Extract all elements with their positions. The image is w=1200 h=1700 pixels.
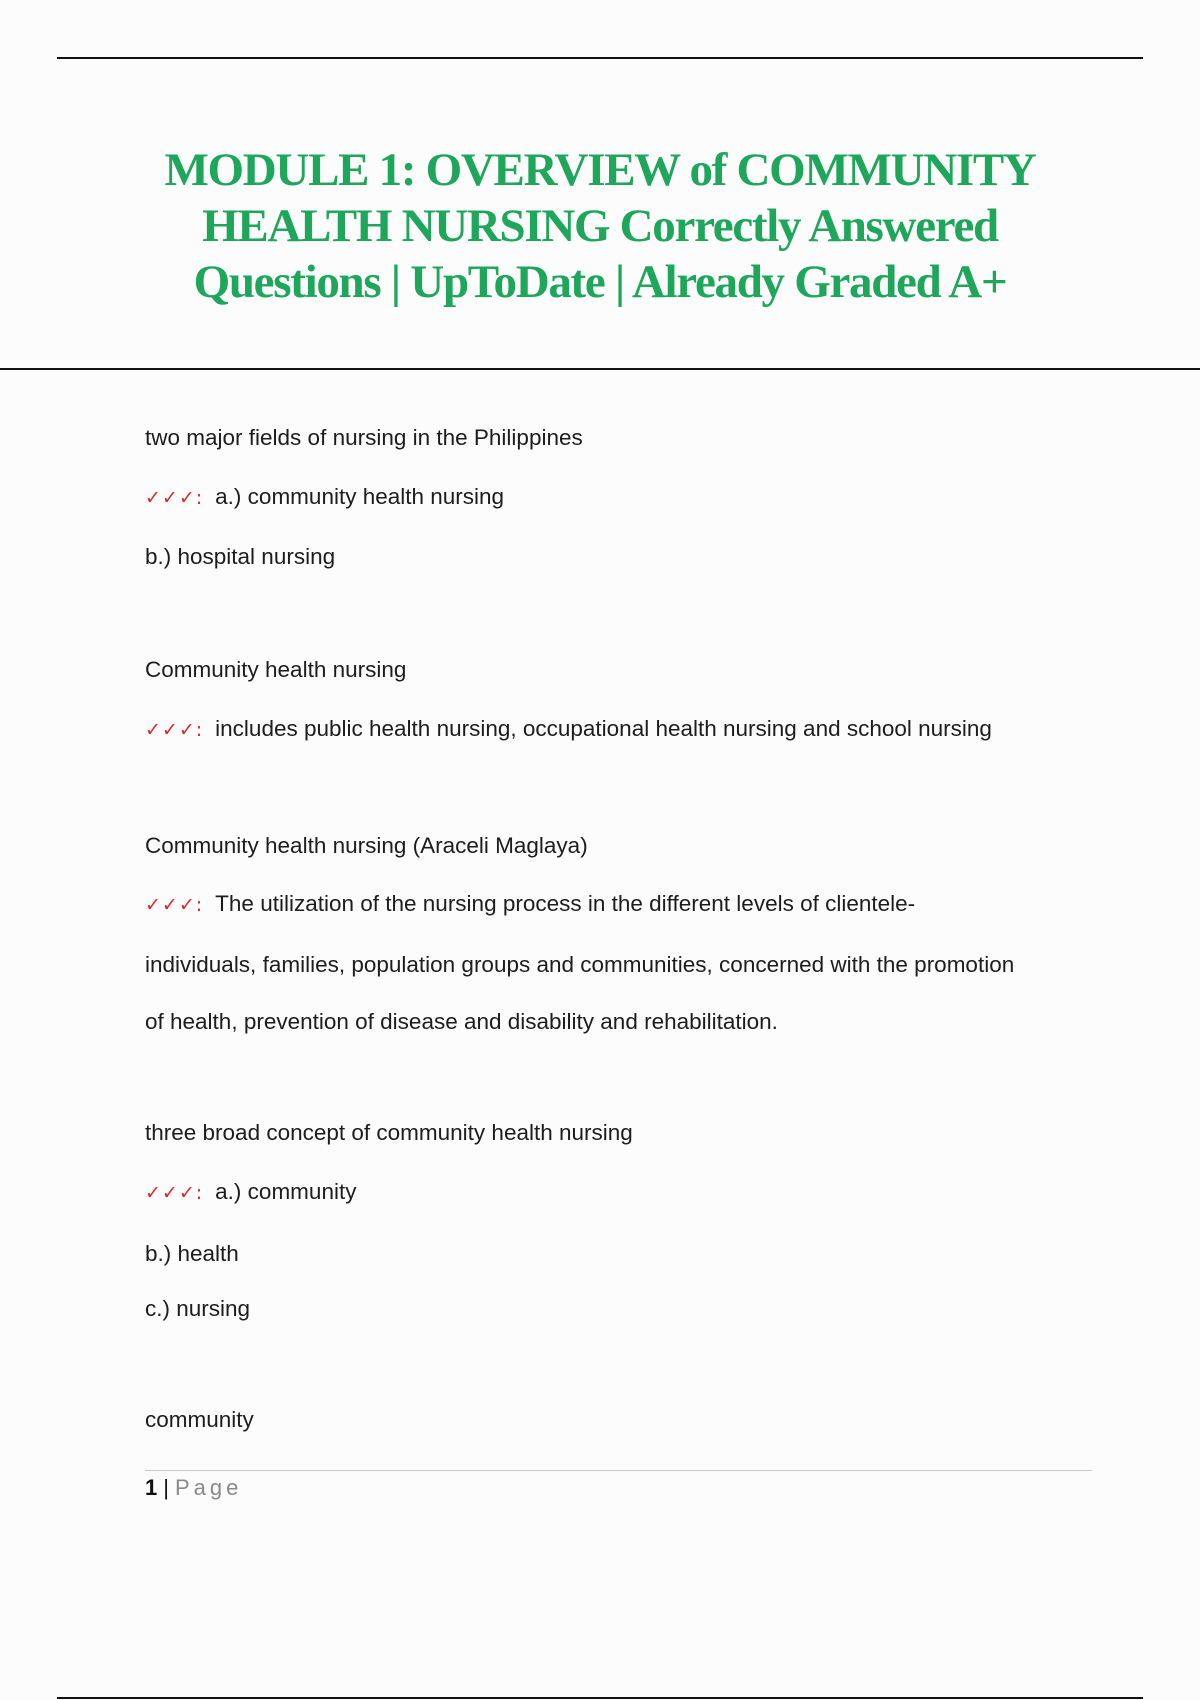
answer-text: b.) health — [145, 1241, 239, 1266]
title-line-1: MODULE 1: OVERVIEW of COMMUNITY — [164, 144, 1036, 196]
answer-text: a.) community health nursing — [215, 484, 505, 509]
question-text: Community health nursing (Araceli Maglaya) — [145, 833, 588, 858]
page-number: 1 — [145, 1475, 158, 1500]
question-text: community — [145, 1407, 254, 1432]
footer-separator: | — [163, 1475, 169, 1500]
question-text: Community health nursing — [145, 657, 407, 682]
page-footer — [145, 1474, 242, 1502]
checkmark-icon: ✓✓✓ — [145, 487, 196, 509]
footer-divider — [145, 1470, 1092, 1471]
answer-colon: : — [195, 1182, 204, 1204]
answer-line — [145, 890, 915, 919]
title-divider — [0, 368, 1200, 370]
answer-text: of health, prevention of disease and disability and rehabilitation. — [145, 1009, 778, 1034]
answer-colon: : — [195, 894, 204, 916]
title-line-3: Questions | UpToDate | Already Graded A+ — [193, 256, 1007, 308]
question-text: three broad concept of community health nursing — [145, 1120, 633, 1145]
top-rule — [57, 57, 1143, 59]
answer-line — [145, 1178, 356, 1207]
title-line-2: HEALTH NURSING Correctly Answered — [202, 200, 998, 252]
checkmark-icon: ✓✓✓ — [145, 1182, 196, 1204]
page-label: Page — [174, 1475, 243, 1500]
answer-text: includes public health nursing, occupational health nursing and school nursing — [215, 716, 992, 741]
document-title — [60, 142, 1140, 310]
answer-line — [145, 483, 504, 512]
answer-text: individuals, families, population groups and communities, concerned with the promotion — [145, 952, 1015, 977]
answer-line — [145, 715, 992, 744]
answer-text: a.) community — [215, 1179, 357, 1204]
checkmark-icon: ✓✓✓ — [145, 894, 196, 916]
answer-text: c.) nursing — [145, 1296, 251, 1321]
checkmark-icon: ✓✓✓ — [145, 719, 196, 741]
answer-text: b.) hospital nursing — [145, 544, 336, 569]
answer-colon: : — [195, 719, 204, 741]
bottom-rule — [57, 1697, 1143, 1699]
question-text: two major fields of nursing in the Philippines — [145, 425, 583, 450]
answer-text: The utilization of the nursing process in the different levels of clientele- — [215, 891, 916, 916]
answer-colon: : — [195, 487, 204, 509]
